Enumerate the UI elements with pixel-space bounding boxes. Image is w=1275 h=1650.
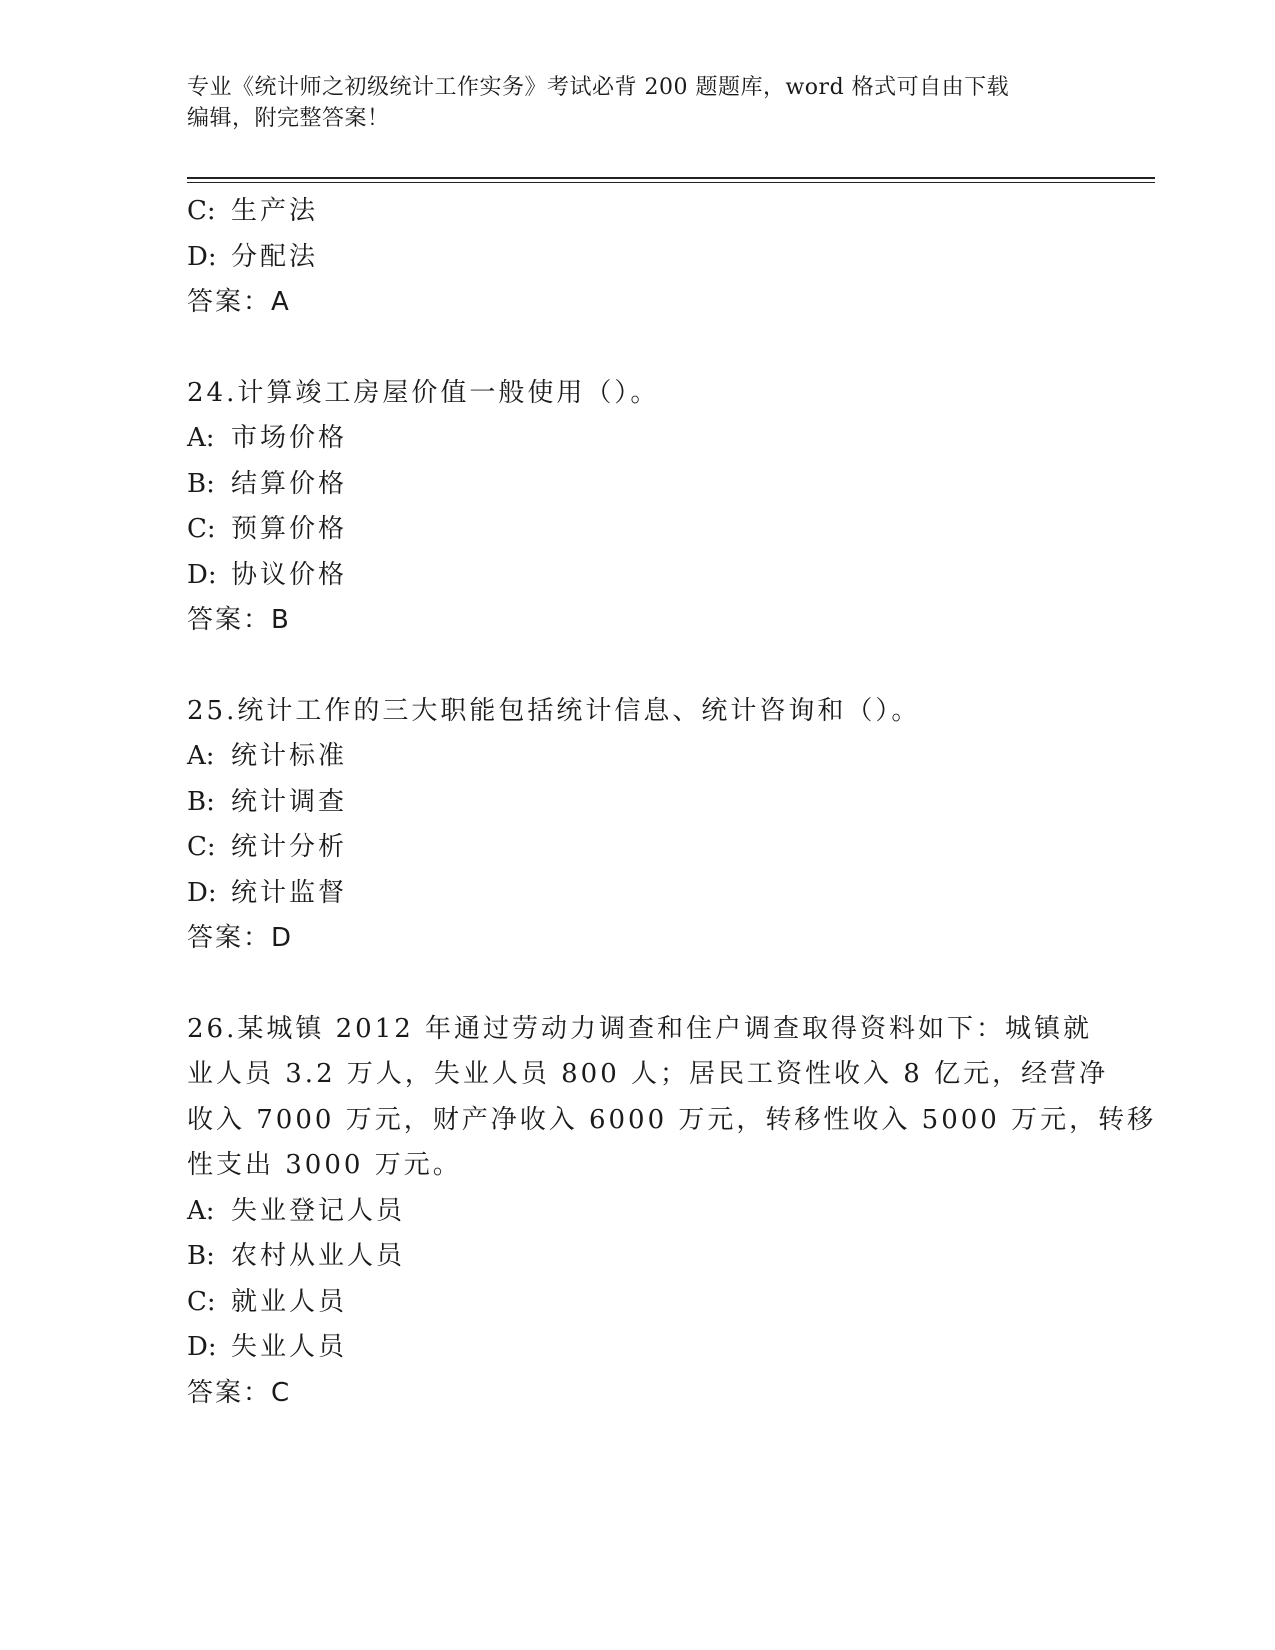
option-letter: B: [187, 468, 215, 499]
option-d [187, 1325, 1087, 1371]
option-c [187, 825, 1087, 871]
answer-line: 答案：A [187, 287, 291, 317]
option-a [187, 734, 1087, 780]
spacer [187, 326, 1087, 371]
header-rule-thin [187, 182, 1155, 183]
option-b [187, 462, 1087, 508]
option-c [187, 189, 1087, 235]
option-c [187, 507, 1087, 553]
option-d [187, 871, 1087, 917]
option-b [187, 1234, 1087, 1280]
option-text: 预算价格 [231, 514, 348, 544]
spacer [187, 962, 1087, 1007]
option-text: 失业登记人员 [231, 1195, 406, 1226]
option-letter: B: [187, 786, 215, 817]
option-c [187, 1280, 1087, 1326]
option-text: 市场价格 [231, 423, 348, 453]
answer-line: 答案：D [187, 923, 294, 953]
header-line-1: 专业《统计师之初级统计工作实务》考试必背 200 题题库，word 格式可自由下载 [187, 75, 1010, 100]
option-text: 失业人员 [231, 1332, 348, 1362]
option-letter: B: [187, 1241, 215, 1271]
document-header [187, 72, 1067, 134]
spacer [187, 644, 1087, 689]
option-letter: C: [187, 1286, 216, 1317]
answer-line: 答案：B [187, 605, 291, 635]
answer-line: 答案：C [187, 1377, 292, 1408]
option-text: 统计调查 [231, 786, 348, 817]
question-list [187, 189, 1157, 1416]
header-rule-thick [187, 177, 1155, 179]
question-text: 25.统计工作的三大职能包括统计信息、统计咨询和（）。 [187, 695, 921, 726]
option-text: 协议价格 [231, 559, 348, 590]
option-letter: C: [187, 514, 216, 544]
option-d [187, 553, 1087, 599]
question-23-block [187, 189, 1087, 326]
option-letter: D: [187, 559, 217, 590]
option-letter: D: [187, 1332, 217, 1362]
question-text-line-2: 业人员 3.2 万人，失业人员 800 人；居民工资性收入 8 亿元，经营净 [187, 1059, 1109, 1089]
option-letter: C: [187, 832, 216, 862]
option-text: 就业人员 [231, 1286, 348, 1317]
option-letter: D: [187, 877, 217, 908]
option-text: 分配法 [231, 241, 319, 272]
question-26-block [187, 1007, 1157, 1417]
option-text: 统计分析 [231, 832, 348, 862]
question-text-line-4: 性支出 3000 万元。 [187, 1150, 462, 1180]
question-text-line-3: 收入 7000 万元，财产净收入 6000 万元，转移性收入 5000 万元，转移 [187, 1104, 1157, 1135]
option-text: 结算价格 [231, 468, 348, 499]
option-text: 农村从业人员 [231, 1241, 406, 1271]
option-b [187, 780, 1087, 826]
option-text: 生产法 [231, 196, 319, 226]
option-a [187, 1189, 1087, 1235]
header-line-2: 编辑，附完整答案！ [187, 106, 390, 131]
option-letter: C: [187, 196, 216, 226]
option-letter: A: [187, 423, 215, 453]
option-d [187, 235, 1087, 281]
option-text: 统计标准 [231, 741, 348, 771]
option-letter: A: [187, 741, 215, 771]
question-text: 24.计算竣工房屋价值一般使用（）。 [187, 377, 660, 408]
option-text: 统计监督 [231, 877, 348, 908]
option-letter: A: [187, 1195, 215, 1226]
question-24-block [187, 371, 1087, 644]
option-letter: D: [187, 241, 217, 272]
question-text-line-1: 26.某城镇 2012 年通过劳动力调查和住户调查取得资料如下：城镇就 [187, 1013, 1093, 1044]
option-a [187, 416, 1087, 462]
question-25-block [187, 689, 1087, 962]
